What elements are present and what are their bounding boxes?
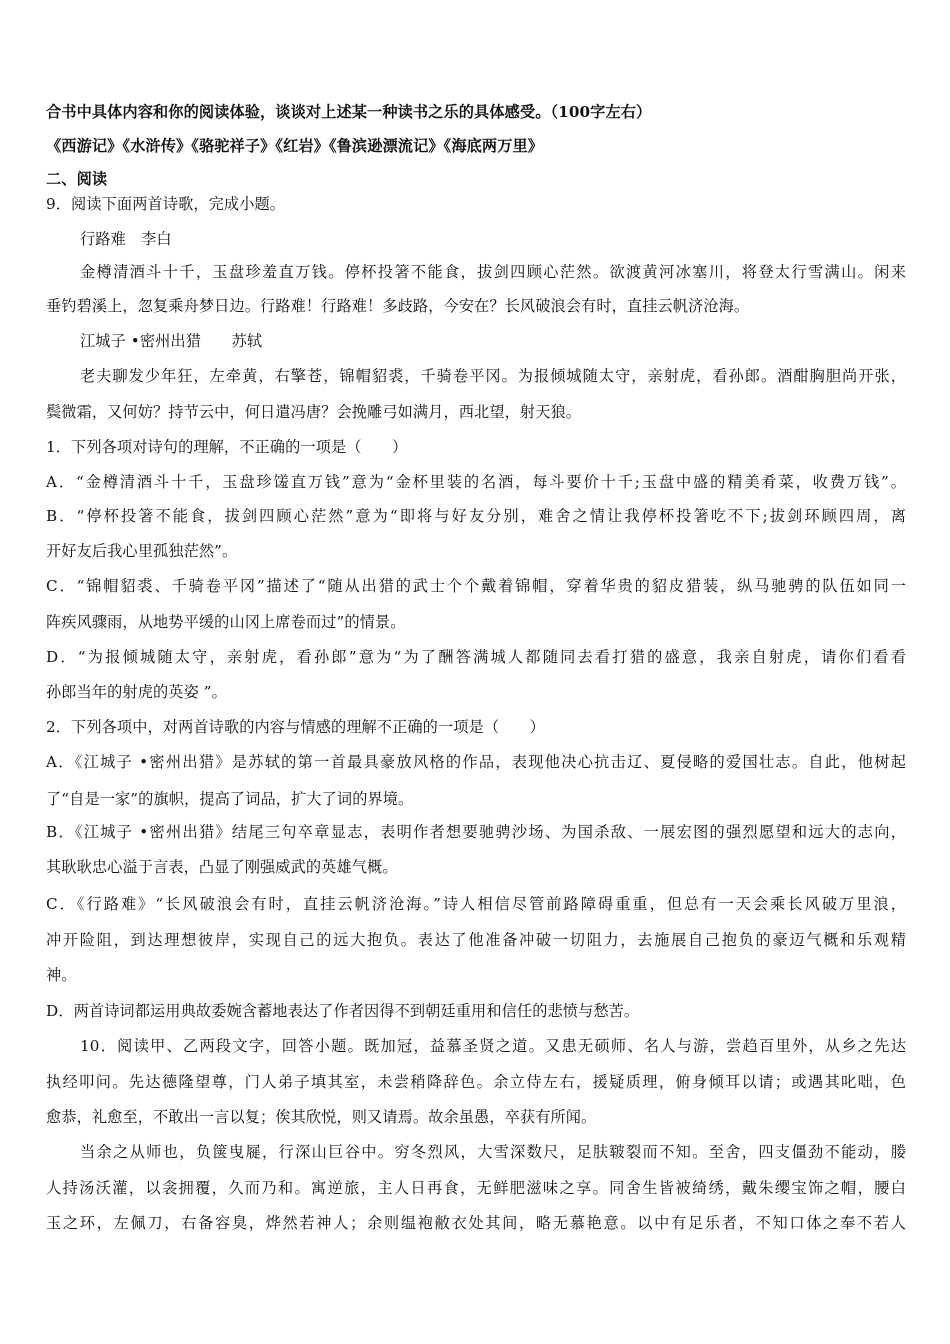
book-list-line: 《西游记》《水浒传》《骆驼祥子》《红岩》《鲁滨逊漂流记》《海底两万里》: [46, 137, 544, 155]
option-2c-line-1: C．《行路难》“长风破浪会有时，直挂云帆济沧海。”诗人相信尽管前路障碍重重，但总有一天会乘长风破万里浪，: [46, 895, 906, 913]
question-10-line-1: 10．阅读甲、乙两段文字，回答小题。既加冠，益慕圣贤之道。又患无硕师、名人与游，尝趋百里外，从乡之先达: [80, 1037, 906, 1055]
option-1d-line-2: 孙郎当年的射虎的英姿 ”。: [46, 683, 227, 701]
subquestion-2-stem: 2．下列各项中，对两首诗歌的内容与情感的理解不正确的一项是（ ）: [46, 718, 545, 736]
passage-paragraph-line-2: 人持汤沃灌，以衾拥覆，久而乃和。寓逆旅，主人日再食，无鲜肥滋味之享。同舍生皆被绮绣，戴朱缨宝饰之帽，腰白: [46, 1179, 906, 1197]
option-2a-line-2: 了“自是一家”的旗帜，提高了词品，扩大了词的界境。: [46, 790, 414, 808]
option-1c-line-2: 阵疾风骤雨，从地势平缓的山冈上席卷而过”的情景。: [46, 613, 406, 631]
option-2b-line-1: B．《江城子 •密州出猎》结尾三句卒章显志，表明作者想要驰骋沙场、为国杀敌、一展宏图的强烈愿望和远大的志向，: [46, 823, 906, 841]
poem-1-line-2: 垂钓碧溪上，忽复乘舟梦日边。行路难！行路难！多歧路，今安在？长风破浪会有时，直挂云帆济沧海。: [46, 297, 750, 315]
option-1d-line-1: D．“为报倾城随太守，亲射虎，看孙郎”意为“为了酬答满城人都随同去看打猎的盛意，我亲自射虎，请你们看看: [46, 648, 906, 666]
question-8-prompt-line: 合书中具体内容和你的阅读体验，谈谈对上述某一种读书之乐的具体感受。（100字左右）: [46, 103, 652, 121]
poem-2-line-2: 鬓微霜，又何妨？持节云中，何日遣冯唐？会挽雕弓如满月，西北望，射天狼。: [46, 403, 582, 421]
option-1b-line-2: 开好友后我心里孤独茫然”。: [46, 542, 238, 560]
option-2c-line-3: 神。: [46, 966, 77, 984]
question-9-title: 9．阅读下面两首诗歌，完成小题。: [46, 195, 286, 213]
option-2d: D．两首诗词都运用典故委婉含蓄地表达了作者因得不到朝廷重用和信任的悲愤与愁苦。: [46, 1002, 640, 1020]
poem-2-line-1: 老夫聊发少年狂，左牵黄，右擎苍，锦帽貂裘，千骑卷平冈。为报倾城随太守，亲射虎，看孙郎。酒酣胸胆尚开张，: [80, 367, 906, 385]
option-1c-line-1: C．“锦帽貂裘、千骑卷平冈”描述了“随从出猎的武士个个戴着锦帽，穿着华贵的貂皮猎装，纵马驰骋的队伍如同一: [46, 577, 906, 595]
passage-paragraph-line-1: 当余之从师也，负箧曳屣，行深山巨谷中。穷冬烈风，大雪深数尺，足肤皲裂而不知。至舍，四支僵劲不能动，媵: [80, 1143, 906, 1161]
question-10-line-3: 愈恭，礼愈至，不敢出一言以复；俟其欣悦，则又请焉。故余虽愚，卒获有所闻。: [46, 1108, 597, 1126]
option-2b-line-2: 其耿耿忠心溢于言表，凸显了刚强威武的英雄气概。: [46, 858, 398, 876]
option-1b-line-1: B．“停杯投箸不能食，拔剑四顾心茫然”意为“即将与好友分别，难舍之情让我停杯投箸吃不下;拔剑环顾四周，离: [46, 507, 906, 525]
subquestion-1-stem: 1．下列各项对诗句的理解，不正确的一项是（ ）: [46, 438, 408, 456]
option-1a: A．“金樽清酒斗十千，玉盘珍馐直万钱”意为“金杯里装的名酒，每斗要价十千;玉盘中盛的精美肴菜，收费万钱”。: [46, 473, 906, 491]
question-10-line-2: 执经叩问。先达德隆望尊，门人弟子填其室，未尝稍降辞色。余立侍左右，援疑质理，俯身倾耳以请；或遇其叱咄，色: [46, 1073, 906, 1091]
option-2c-line-2: 冲开险阻，到达理想彼岸，实现自己的远大抱负。表达了他准备冲破一切阻力，去施展自己抱负的豪迈气概和乐观精: [46, 931, 906, 949]
section-heading-reading: 二、阅读: [46, 170, 108, 188]
poem-1-line-1: 金樽清酒斗十千，玉盘珍羞直万钱。停杯投箸不能食，拔剑四顾心茫然。欲渡黄河冰塞川，将登太行雪满山。闲来: [80, 263, 906, 281]
option-2a-line-1: A．《江城子 •密州出猎》是苏轼的第一首最具豪放风格的作品，表现他决心抗击辽、夏侵略的爱国壮志。自此，他树起: [46, 753, 906, 771]
poem-2-title: 江城子 •密州出猎 苏轼: [80, 332, 263, 350]
poem-1-title: 行路难 李白: [80, 230, 172, 248]
passage-paragraph-line-3: 玉之环，左佩刀，右备容臭，烨然若神人；余则缊袍敝衣处其间，略无慕艳意。以中有足乐者，不知口体之奉不若人: [46, 1214, 906, 1232]
